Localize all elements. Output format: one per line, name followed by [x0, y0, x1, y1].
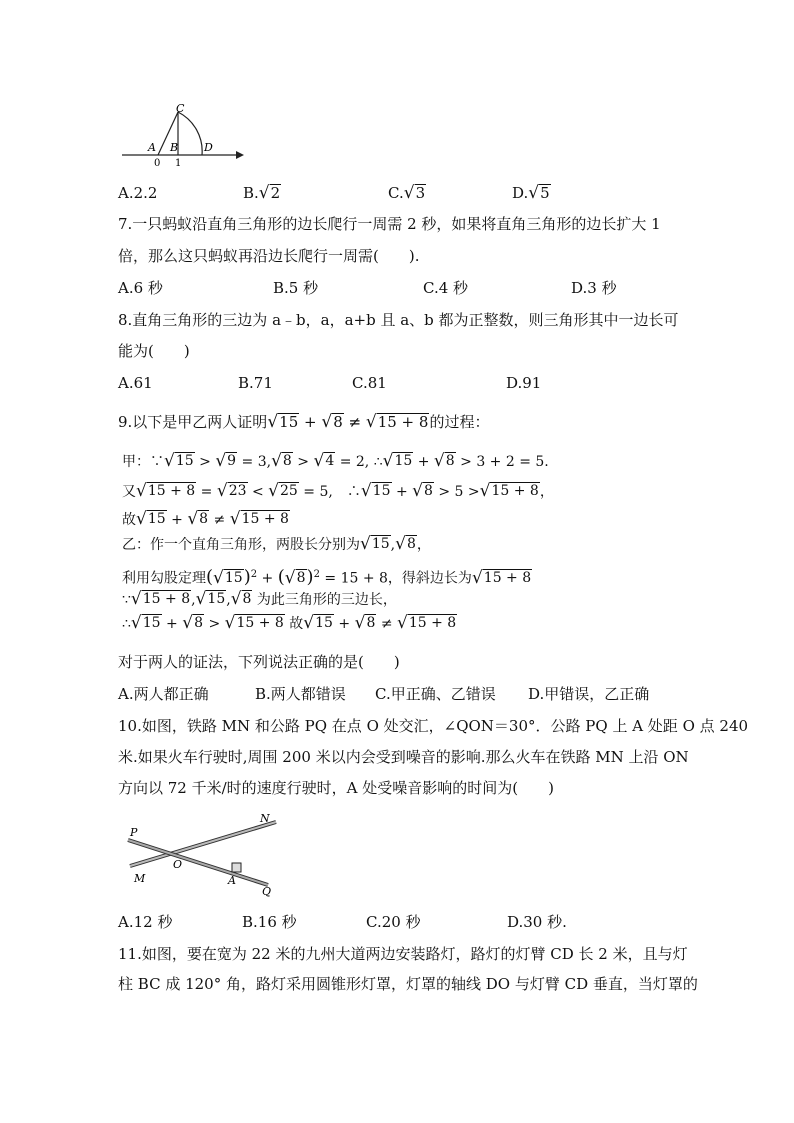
rad-15p8: 15 + 8	[408, 615, 457, 631]
q6-option-d-radicand: 5	[540, 184, 550, 202]
q9-stem: 9.以下是甲乙两人证明 √ 15 + √ 8 ≠ √ 15 + 8 的过程：	[118, 412, 490, 432]
rad-15: 15	[315, 615, 333, 631]
rad-15: 15	[371, 536, 390, 552]
proof-jia-line-3: 故 √ 15 + √ 8 ≠ √ 15 + 8	[122, 509, 289, 529]
rad-8: 8	[242, 591, 252, 607]
q9-stem-suffix: 的过程：	[429, 413, 490, 431]
rad-9: 9	[227, 453, 237, 469]
number-line-figure	[118, 100, 248, 168]
q11-line-2: 柱 BC 成 120° 角，路灯采用圆锥形灯罩，灯罩的轴线 DO 与灯臂 CD 垂直，当灯罩的	[118, 975, 698, 993]
q10-option-a[interactable]: A.12 秒	[118, 913, 173, 931]
q6-option-d[interactable]: D. √ 5	[512, 183, 550, 203]
q10-option-b[interactable]: B.16 秒	[242, 913, 297, 931]
rad-15p8: 15 + 8	[377, 413, 429, 431]
jia-l3-label: 故	[122, 512, 136, 528]
yi-l4-mid: 故	[284, 616, 304, 632]
rad-15: 15	[372, 483, 391, 499]
rad-15p8: 15 + 8	[241, 511, 289, 527]
jia-l2-mid2: > 5 >	[433, 484, 480, 500]
op-gt: >	[292, 454, 314, 470]
yi-l2-mid: = 15 + 8，得斜边长为	[319, 570, 472, 587]
label-p: P	[130, 826, 138, 839]
rad-8: 8	[406, 536, 416, 552]
label-a: A	[148, 141, 156, 154]
axis-arrow	[236, 151, 244, 159]
label-a: A	[228, 874, 236, 887]
label-b: B	[170, 141, 179, 154]
rad-15: 15	[394, 453, 413, 469]
q6-option-b-label: B.	[243, 184, 259, 202]
op-gt: >	[194, 454, 216, 470]
q9-option-a[interactable]: A.两人都正确	[118, 685, 209, 703]
rad-8: 8	[199, 511, 209, 527]
q9-option-b[interactable]: B.两人都错误	[255, 685, 346, 703]
q7-option-d[interactable]: D.3 秒	[571, 279, 617, 297]
op-plus: +	[161, 616, 183, 632]
q7-option-a[interactable]: A.6 秒	[118, 279, 163, 297]
op-neq: ≠	[209, 512, 230, 528]
rad-15: 15	[175, 453, 194, 469]
jia-label: 甲：∵	[122, 454, 164, 470]
rad-8: 8	[366, 615, 376, 631]
proof-jia-line-1: 甲：∵ √ 15 > √ 9 = 3, √ 8 > √ 4 = 2, ∴ √ 15 + √ 8 > 3 + 2 = 5.	[122, 451, 549, 471]
q6-option-d-label: D.	[512, 184, 529, 202]
q10-line-1: 10.如图，铁路 MN 和公路 PQ 在点 O 处交汇，∠QON＝30°．公路 PQ 上 A 处距 O 点 240	[118, 717, 749, 735]
q6-option-b-radicand: 2	[270, 184, 281, 202]
rad-15p8: 15 + 8	[236, 615, 284, 631]
arc-cd	[178, 112, 202, 155]
q10-option-d[interactable]: D.30 秒.	[507, 913, 567, 931]
sep: ,	[191, 592, 196, 608]
q6-option-b[interactable]: B. √ 2	[243, 183, 281, 203]
q7-option-c[interactable]: C.4 秒	[423, 279, 469, 297]
rad-8: 8	[194, 615, 203, 631]
op-plus: +	[391, 484, 413, 500]
proof-yi-line-4: ∴ √ 15 + √ 8 > √ 15 + 8 故 √ 15 + √ 8 ≠ √ 15 + 8	[122, 613, 457, 633]
proof-yi-line-2: 利用勾股定理( √ 15 )$^2$ + ( √ 8 )$^2$ = 15 + 8，得斜边长为 √ 15 + 8	[122, 566, 532, 588]
jia-l1-mid: = 3,	[237, 454, 272, 470]
label-one: 1	[175, 158, 182, 168]
rad-15: 15	[147, 511, 166, 527]
rad-8: 8	[296, 569, 306, 586]
rad-8: 8	[423, 483, 433, 499]
proof-yi-line-1: 乙：作一个直角三角形，两股长分别为 √ 15 , √ 8 ，	[122, 534, 431, 554]
rad-8: 8	[333, 413, 343, 431]
rad-8: 8	[282, 453, 292, 469]
sep: ,	[226, 592, 231, 608]
rad-4: 4	[325, 453, 335, 469]
sup-2: 2	[250, 569, 258, 580]
q6-option-c-radicand: 3	[415, 184, 426, 202]
q6-option-c[interactable]: C. √ 3	[388, 183, 426, 203]
yi-l1: 乙：作一个直角三角形，两股长分别为	[122, 537, 360, 553]
house-icon	[232, 863, 241, 872]
yi-l2-label: 利用勾股定理	[122, 570, 206, 587]
op-plus: +	[333, 616, 355, 632]
q8-option-d[interactable]: D.91	[506, 374, 542, 392]
rad-15: 15	[279, 413, 299, 431]
jia-l2-end: ，	[539, 484, 554, 500]
q8-line-2: 能为( )	[118, 342, 190, 360]
rad-15: 15	[142, 615, 161, 631]
rad-15: 15	[224, 569, 243, 586]
jia-l2-mid: = 5, ∴	[298, 484, 361, 500]
proof-jia-line-2: 又 √ 15 + 8 = √ 23 < √ 25 = 5, ∴ √ 15 + √ 8 > 5 > √ 15 + 8 ，	[122, 481, 554, 501]
rad-15p8: 15 + 8	[483, 569, 532, 586]
op-lt: <	[247, 484, 269, 500]
jia-l1-end: > 3 + 2 = 5.	[455, 454, 549, 470]
q7-line-1: 7.一只蚂蚁沿直角三角形的边长爬行一周需 2 秒，如果将直角三角形的边长扩大 1	[118, 215, 661, 233]
railway-road-figure	[118, 812, 288, 898]
op-neq: ≠	[343, 413, 366, 431]
op-plus: +	[257, 570, 278, 587]
rad-15p8: 15 + 8	[147, 483, 196, 499]
q9-stem-prefix: 9.以下是甲乙两人证明	[118, 413, 268, 431]
q7-option-b[interactable]: B.5 秒	[273, 279, 319, 297]
q9-question: 对于两人的证法，下列说法正确的是( )	[118, 653, 400, 671]
sup-2: 2	[313, 569, 320, 580]
op-plus: +	[413, 454, 434, 470]
q8-option-c[interactable]: C.81	[352, 374, 387, 392]
rad-23: 23	[228, 483, 247, 499]
yi-l1-sep: ,	[390, 537, 396, 553]
proof-yi-line-3: ∵ √ 15 + 8 , √ 15 , √ 8 为此三角形的三边长，	[122, 589, 397, 609]
op-plus: +	[299, 413, 322, 431]
q7-line-2: 倍，那么这只蚂蚁再沿边长爬行一周需( ).	[118, 247, 420, 265]
label-q: Q	[262, 885, 272, 898]
rad-15p8: 15 + 8	[142, 591, 191, 607]
q10-line-2: 米.如果火车行驶时,周围 200 米以内会受到噪音的影响.那么火车在铁路 MN 上沿 ON	[118, 748, 689, 766]
q11-line-1: 11.如图，要在宽为 22 米的九州大道两边安装路灯，路灯的灯臂 CD 长 2 米，且与灯	[118, 945, 688, 963]
yi-l1-end: ，	[416, 537, 431, 553]
label-zero: 0	[154, 158, 161, 168]
rad-15: 15	[207, 591, 226, 607]
rad-8: 8	[445, 453, 455, 469]
yi-l3-label: ∵	[122, 592, 131, 608]
railway-mn	[130, 822, 276, 866]
rad-25: 25	[280, 483, 298, 499]
q8-line-1: 8.直角三角形的三边为 a﹣b，a，a+b 且 a、b 都为正整数，则三角形其中一边长可	[118, 311, 679, 329]
op-eq: =	[196, 484, 217, 500]
q10-line-3: 方向以 72 千米/时的速度行驶时，A 处受噪音影响的时间为( )	[118, 779, 554, 797]
op-gt: >	[204, 616, 225, 632]
q9-option-c[interactable]: C.甲正确、乙错误	[375, 685, 496, 703]
q6-option-a[interactable]: A.2.2	[118, 184, 158, 202]
op-neq: ≠	[376, 616, 398, 632]
q8-option-b[interactable]: B.71	[238, 374, 273, 392]
op-plus: +	[166, 512, 188, 528]
rad-15p8: 15 + 8	[491, 483, 539, 499]
label-n: N	[260, 812, 270, 825]
jia-l2-label: 又	[122, 484, 136, 500]
label-m: M	[134, 872, 146, 885]
label-c: C	[176, 102, 185, 115]
q9-option-d[interactable]: D.甲错误，乙正确	[528, 685, 650, 703]
q10-option-c[interactable]: C.20 秒	[366, 913, 421, 931]
jia-l1-mid2: = 2, ∴	[335, 454, 383, 470]
yi-l4-label: ∴	[122, 616, 131, 632]
label-o: O	[173, 858, 183, 871]
q8-option-a[interactable]: A.61	[118, 374, 153, 392]
label-d: D	[204, 141, 213, 154]
q6-option-c-label: C.	[388, 184, 404, 202]
yi-l3-end: 为此三角形的三边长，	[252, 592, 397, 608]
